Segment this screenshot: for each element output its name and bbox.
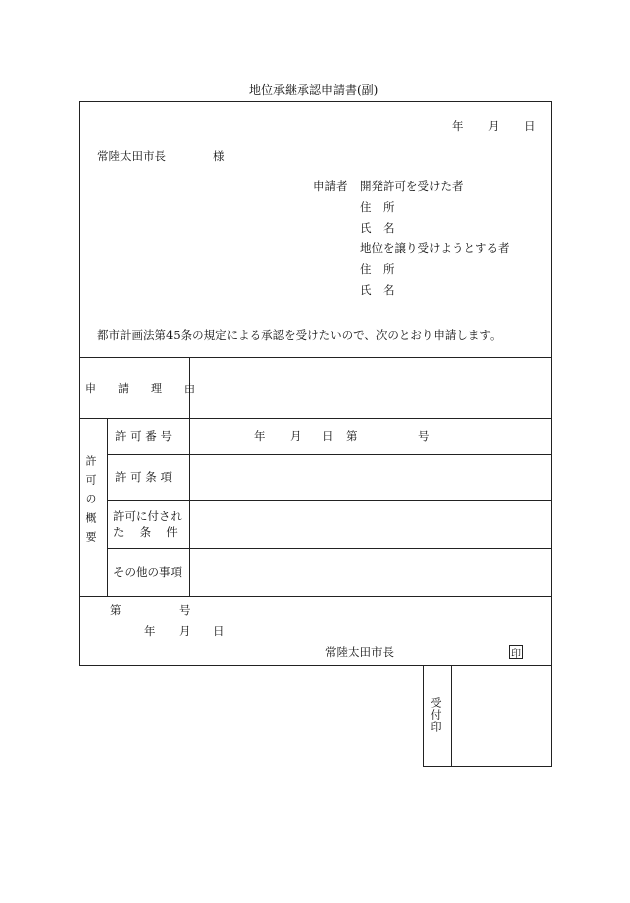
divider [107,454,552,455]
other-matters-label: その他の事項 [113,565,182,579]
application-statement: 都市計画法第45条の規定による承認を受けたいので、次のとおり申請します。 [97,328,502,342]
addressee-honorific: 様 [213,149,225,163]
successor-label: 地位を譲り受けようとする者 [360,241,510,255]
approval-day: 日 [213,624,225,638]
date-year: 年 [452,119,464,133]
divider [107,548,552,549]
divider [79,418,552,419]
divider [107,500,552,501]
seal-stamp: 印 [509,645,523,659]
permit-conditions-label-line2: た 条 件 [113,525,178,539]
permit-number-label: 許 可 番 号 [115,429,172,443]
permit-number-year: 年 [254,429,266,443]
approval-year: 年 [144,624,156,638]
divider [79,357,552,358]
permit-number-dai: 第 [346,429,358,443]
name-label-2: 氏 名 [360,283,395,297]
address-label-2: 住 所 [360,262,395,276]
date-month: 月 [488,119,500,133]
date-day: 日 [524,119,536,133]
permit-number-day: 日 [322,429,334,443]
divider [107,418,108,596]
permit-number-go: 号 [418,429,430,443]
page-title: 地位承継承認申請書(副) [249,83,379,97]
divider [451,665,452,767]
approval-month: 月 [179,624,191,638]
permit-conditions-label-line1: 許可に付され [113,509,182,523]
address-label-1: 住 所 [360,200,395,214]
addressee-name: 常陸太田市長 [97,149,166,163]
approval-number-suffix: 号 [179,603,191,617]
name-label-1: 氏 名 [360,221,395,235]
permit-number-month: 月 [290,429,302,443]
approval-mayor: 常陸太田市長 [325,645,394,659]
original-holder-label: 開発許可を受けた者 [360,179,464,193]
reason-label: 申 請 理 由 [85,382,195,395]
applicant-label: 申請者 [313,179,348,193]
receipt-stamp-box [423,665,552,767]
receipt-stamp-label: 受付印 [429,697,442,733]
permit-summary-group-label: 許可の概要 [84,455,97,550]
divider [79,596,552,597]
permit-clause-label: 許 可 条 項 [115,470,172,484]
approval-number-prefix: 第 [110,603,122,617]
